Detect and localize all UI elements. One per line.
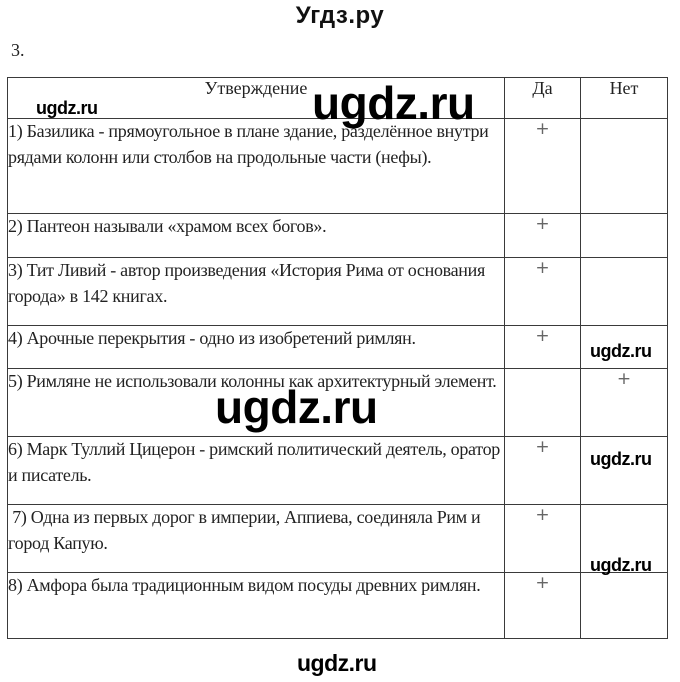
table-row (8, 214, 668, 258)
statement-cell: 3) Тит Ливий - автор произведения «История Рима от основания города» в 142 книгах. (8, 258, 505, 326)
no-cell (581, 119, 668, 214)
watermark: ugdz.ru (312, 77, 475, 129)
yes-cell (505, 369, 581, 437)
yes-cell: + (505, 505, 581, 573)
statement-cell: 1) Базилика - прямоугольное в плане здание, разделённое внутри рядами колонн или столбов на продольные части (нефы). (8, 119, 505, 214)
no-cell: + (581, 369, 668, 437)
no-cell (581, 214, 668, 258)
table-row (8, 326, 668, 369)
no-cell (581, 573, 668, 639)
watermark: ugdz.ru (590, 555, 652, 575)
yes-cell: + (505, 437, 581, 505)
watermark: ugdz.ru (297, 650, 377, 676)
table-row (8, 437, 668, 505)
statement-cell: 7) Одна из первых дорог в империи, Аппиева, соединяла Рим и город Капую. (8, 505, 505, 573)
watermark: ugdz.ru (590, 449, 652, 469)
task-number: 3. (11, 40, 25, 60)
no-cell (581, 437, 668, 505)
statement-cell: 5) Римляне не использовали колонны как архитектурный элемент. (8, 369, 505, 437)
watermark: ugdz.ru (590, 341, 652, 361)
yes-cell: + (505, 214, 581, 258)
statement-cell: 8) Амфора была традиционным видом посуды древних римлян. (8, 573, 505, 639)
table-row (8, 258, 668, 326)
column-header-statement: Утверждение (8, 78, 505, 119)
column-header-no: Нет (581, 78, 668, 119)
column-header-yes: Да (505, 78, 581, 119)
table-row (8, 119, 668, 214)
table-row (8, 573, 668, 639)
watermark: ugdz.ru (215, 381, 378, 433)
yes-cell: + (505, 258, 581, 326)
site-title: Угдз.ру (295, 2, 385, 29)
yes-cell: + (505, 119, 581, 214)
yes-cell: + (505, 573, 581, 639)
watermark: ugdz.ru (36, 98, 98, 118)
yes-cell: + (505, 326, 581, 369)
statement-cell: 6) Марк Туллий Цицерон - римский политический деятель, оратор и писатель. (8, 437, 505, 505)
statement-cell: 2) Пантеон называли «храмом всех богов». (8, 214, 505, 258)
statement-cell: 4) Арочные перекрытия - одно из изобретений римлян. (8, 326, 505, 369)
no-cell (581, 258, 668, 326)
answers-table (7, 77, 668, 639)
table-row (8, 505, 668, 573)
